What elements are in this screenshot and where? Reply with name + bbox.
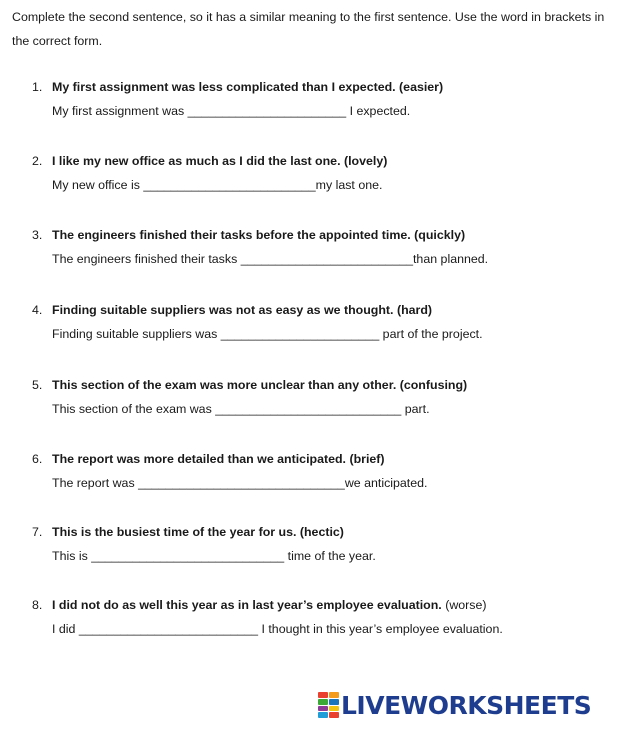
question-number: 6. bbox=[32, 452, 43, 466]
logo-tile bbox=[329, 706, 339, 712]
logo-mark-icon bbox=[318, 692, 339, 718]
question-number: 3. bbox=[32, 228, 43, 242]
logo-wordmark: LIVEWORKSHEETS bbox=[341, 690, 592, 720]
question-line bbox=[32, 525, 344, 539]
question-text: This section of the exam was more unclear than any other. (confusing) bbox=[52, 378, 468, 392]
question-text: Finding suitable suppliers was not as easy as we thought. (hard) bbox=[52, 303, 433, 317]
logo-tile bbox=[329, 712, 339, 718]
answer-line[interactable]: This is ____________________________ time of the year. bbox=[52, 549, 376, 563]
question-text: I like my new office as much as I did the last one. (lovely) bbox=[52, 154, 388, 168]
logo-tile bbox=[318, 712, 328, 718]
answer-line[interactable]: Finding suitable suppliers was _______________________ part of the project. bbox=[52, 327, 483, 341]
question-number: 2. bbox=[32, 154, 43, 168]
question-line bbox=[32, 154, 387, 168]
question-hint: (worse) bbox=[441, 598, 487, 612]
liveworksheets-logo bbox=[318, 688, 591, 722]
question-line bbox=[32, 228, 465, 242]
question-line bbox=[32, 452, 385, 466]
answer-line[interactable]: This section of the exam was ___________________________ part. bbox=[52, 402, 430, 416]
question-text: The engineers finished their tasks before the appointed time. (quickly) bbox=[52, 228, 466, 242]
logo-tile bbox=[329, 692, 339, 698]
question-text: I did not do as well this year as in last year’s employee evaluation. bbox=[52, 598, 442, 612]
answer-line[interactable]: I did __________________________ I thought in this year’s employee evaluation. bbox=[52, 622, 503, 636]
question-number: 8. bbox=[32, 598, 43, 612]
instructions-text: Complete the second sentence, so it has a similar meaning to the first sentence. Use the word in brackets in the correct form. bbox=[12, 10, 605, 48]
question-number: 5. bbox=[32, 378, 43, 392]
question-number: 4. bbox=[32, 303, 43, 317]
question-text: The report was more detailed than we anticipated. (brief) bbox=[52, 452, 385, 466]
logo-tile bbox=[318, 699, 328, 705]
answer-line[interactable]: My first assignment was _______________________ I expected. bbox=[52, 104, 411, 118]
question-text: This is the busiest time of the year for us. (hectic) bbox=[52, 525, 344, 539]
answer-line[interactable]: The engineers finished their tasks _________________________than planned. bbox=[52, 252, 489, 266]
question-line bbox=[32, 80, 443, 94]
logo-tile bbox=[329, 699, 339, 705]
logo-tile bbox=[318, 706, 328, 712]
question-line bbox=[32, 303, 432, 317]
question-number: 1. bbox=[32, 80, 43, 94]
question-line bbox=[32, 598, 487, 612]
question-number: 7. bbox=[32, 525, 43, 539]
answer-line[interactable]: The report was ______________________________we anticipated. bbox=[52, 476, 428, 490]
logo-tile bbox=[318, 692, 328, 698]
question-text: My first assignment was less complicated than I expected. (easier) bbox=[52, 80, 444, 94]
answer-line[interactable]: My new office is _________________________my last one. bbox=[52, 178, 383, 192]
question-line bbox=[32, 378, 467, 392]
